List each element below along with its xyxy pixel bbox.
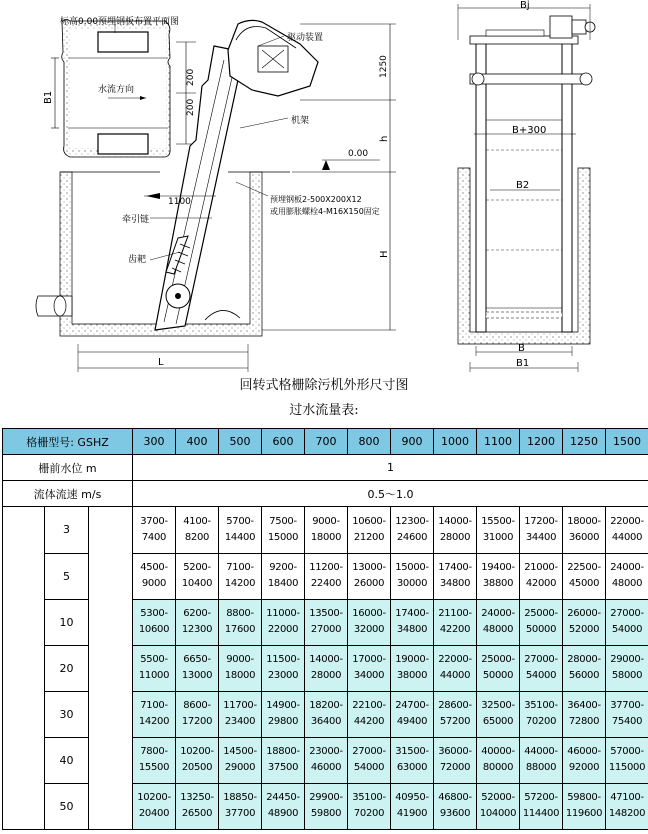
frame-label: 机架	[291, 116, 310, 126]
dim-h: h	[379, 135, 390, 142]
plan-view	[43, 15, 196, 157]
table-caption: 过水流量表:	[289, 403, 359, 418]
flow-rate-cell: 27000- 54000	[606, 599, 648, 645]
technical-drawing	[0, 0, 648, 376]
flow-rate-row	[3, 737, 648, 783]
chain-label: 牵引链	[122, 215, 150, 225]
flow-rate-cell: 35100- 70200	[520, 691, 563, 737]
flow-rate-cell: 18800- 37500	[262, 737, 305, 783]
model-col: 900	[391, 429, 434, 455]
flow-rate-cell: 3700- 7400	[133, 507, 176, 554]
flow-speed-value: 0.5～1.0	[133, 481, 648, 507]
flow-rate-cell: 11000- 22000	[262, 599, 305, 645]
flow-rate-cell: 18000- 36000	[563, 507, 606, 554]
flow-rate-cell: 21000- 42000	[520, 553, 563, 599]
flow-rate-cell: 7500- 15000	[262, 507, 305, 554]
dim-Bj: Bj	[520, 0, 530, 11]
flow-rate-cell: 22500- 45000	[563, 553, 606, 599]
flow-rate-cell: 18850- 37700	[219, 783, 262, 830]
flow-rate-cell: 14900- 29800	[262, 691, 305, 737]
flow-rate-cell: 6650- 13000	[176, 645, 219, 691]
flow-rate-cell: 19000- 38000	[391, 645, 434, 691]
flow-rate-cell: 27000- 54000	[520, 645, 563, 691]
flow-rate-cell: 17400- 34800	[391, 599, 434, 645]
flow-rate-cell: 9200- 18400	[262, 553, 305, 599]
flow-rate-cell: 22100- 44200	[348, 691, 391, 737]
flow-rate-cell: 29900- 59800	[305, 783, 348, 830]
flow-rate-cell: 27000- 54000	[348, 737, 391, 783]
flow-rate-cell: 4500- 9000	[133, 553, 176, 599]
model-col: 400	[176, 429, 219, 455]
flow-rate-cell: 7800- 15500	[133, 737, 176, 783]
flow-rate-cell: 23000- 46000	[305, 737, 348, 783]
flow-rate-cell: 17000- 34000	[348, 645, 391, 691]
blank-cell	[89, 783, 133, 830]
flow-rate-cell: 13500- 27000	[305, 599, 348, 645]
gap-cell: 30	[45, 691, 89, 737]
model-col: 1200	[520, 429, 563, 455]
flow-rate-cell: 28000- 56000	[563, 645, 606, 691]
flow-rate-row	[3, 645, 648, 691]
embed-bolt-label: 或用膨胀螺栓4-M16X150固定	[270, 207, 380, 216]
flow-rate-cell: 21100- 42200	[434, 599, 477, 645]
flow-rate-cell: 8800- 17600	[219, 599, 262, 645]
model-col: 1000	[434, 429, 477, 455]
model-col: 800	[348, 429, 391, 455]
flow-rate-cell: 14000- 28000	[305, 645, 348, 691]
model-label: 格栅型号: GSHZ	[3, 429, 133, 455]
flow-rate-cell: 11200- 22400	[305, 553, 348, 599]
figure-caption: 回转式格栅除污机外形尺寸图	[239, 378, 409, 393]
flow-rate-cell: 12300- 24600	[391, 507, 434, 554]
flow-rate-cell: 57200- 114400	[520, 783, 563, 830]
gap-cell: 20	[45, 645, 89, 691]
model-col: 700	[305, 429, 348, 455]
blank-cell	[89, 737, 133, 783]
flow-rate-cell: 11700- 23400	[219, 691, 262, 737]
blank-cell	[89, 599, 133, 645]
flow-rate-cell: 5700- 14400	[219, 507, 262, 554]
gap-cell: 3	[45, 507, 89, 554]
flow-rate-cell: 7100- 14200	[219, 553, 262, 599]
model-col: 1100	[477, 429, 520, 455]
flow-rate-cell: 10200- 20400	[133, 783, 176, 830]
model-col: 300	[133, 429, 176, 455]
embed-plate-label: 预埋钢板2-500X200X12	[270, 195, 362, 204]
dim-1250: 1250	[379, 55, 389, 78]
flow-rate-cell: 26000- 52000	[563, 599, 606, 645]
flow-rate-cell: 32500- 65000	[477, 691, 520, 737]
flow-rate-cell: 5300- 10600	[133, 599, 176, 645]
water-level-value: 1	[133, 455, 648, 481]
level-label: 0.00	[348, 149, 369, 159]
dim-1100: 1100	[168, 197, 191, 207]
flow-rate-cell: 8600- 17200	[176, 691, 219, 737]
flow-rate-cell: 13000- 26000	[348, 553, 391, 599]
rake-label: 齿耙	[128, 255, 147, 265]
flow-rate-cell: 59800- 119600	[563, 783, 606, 830]
flow-rate-row	[3, 691, 648, 737]
blank-cell	[3, 783, 45, 830]
blank-cell	[89, 691, 133, 737]
flow-rate-row	[3, 507, 648, 554]
model-col: 1250	[563, 429, 606, 455]
flow-rate-cell: 36000- 72000	[434, 737, 477, 783]
model-col: 1500	[606, 429, 648, 455]
flow-rate-cell: 24000- 48000	[477, 599, 520, 645]
flow-rate-cell: 22000- 44000	[434, 645, 477, 691]
flow-rate-cell: 5500- 11000	[133, 645, 176, 691]
blank-cell	[89, 645, 133, 691]
flow-rate-cell: 35100- 70200	[348, 783, 391, 830]
blank-cell	[3, 507, 45, 554]
dim-200-upper: 200	[186, 68, 196, 86]
flow-rate-cell: 25000- 50000	[520, 599, 563, 645]
flow-rate-cell: 11500- 23000	[262, 645, 305, 691]
dim-B1-front: B1	[516, 358, 530, 369]
gap-cell: 50	[45, 783, 89, 830]
flow-rate-cell: 9000- 18000	[305, 507, 348, 554]
flow-rate-cell: 17400- 34800	[434, 553, 477, 599]
flow-rate-cell: 4100- 8200	[176, 507, 219, 554]
blank-cell	[3, 691, 45, 737]
flow-rate-cell: 6200- 12300	[176, 599, 219, 645]
model-col: 600	[262, 429, 305, 455]
flow-rate-cell: 7100- 14200	[133, 691, 176, 737]
flow-rate-cell: 9000- 18000	[219, 645, 262, 691]
flow-rate-cell: 15500- 31000	[477, 507, 520, 554]
dim-B: B	[518, 343, 525, 354]
dim-B300: B+300	[512, 125, 547, 136]
flow-rate-cell: 5200- 10400	[176, 553, 219, 599]
flow-rate-cell: 17200- 34400	[520, 507, 563, 554]
flow-rate-cell: 10200- 20500	[176, 737, 219, 783]
dim-B2: B2	[516, 180, 530, 191]
blank-cell	[3, 553, 45, 599]
flow-rate-cell: 24000- 48000	[606, 553, 648, 599]
flow-rate-cell: 24700- 49400	[391, 691, 434, 737]
flow-rate-cell: 24450- 48900	[262, 783, 305, 830]
flow-rate-cell: 47100- 148200	[606, 783, 648, 830]
dim-H: H	[379, 250, 390, 258]
flow-rate-cell: 40000- 80000	[477, 737, 520, 783]
flow-direction-label: 水流方向	[98, 85, 135, 95]
flow-rate-cell: 29000- 58000	[606, 645, 648, 691]
model-col: 500	[219, 429, 262, 455]
water-level-row	[3, 455, 648, 481]
flow-rate-cell: 14000- 28000	[434, 507, 477, 554]
flow-rate-cell: 44000- 88000	[520, 737, 563, 783]
flow-rate-cell: 28600- 57200	[434, 691, 477, 737]
gap-cell: 5	[45, 553, 89, 599]
water-level-label: 栅前水位 m	[3, 455, 133, 481]
flow-rate-cell: 37700- 75400	[606, 691, 648, 737]
flow-rate-row	[3, 599, 648, 645]
flow-rate-cell: 19400- 38800	[477, 553, 520, 599]
model-header-row	[3, 429, 648, 455]
flow-speed-label: 流体流速 m/s	[3, 481, 133, 507]
flow-rate-cell: 22000- 44000	[606, 507, 648, 554]
flow-rate-cell: 31500- 63000	[391, 737, 434, 783]
dim-200-lower: 200	[186, 98, 196, 116]
front-elevation	[458, 0, 595, 372]
gap-cell: 40	[45, 737, 89, 783]
plan-title: 标高0.00预埋钢板布置平面图	[60, 17, 180, 27]
flow-rate-cell: 18200- 36400	[305, 691, 348, 737]
blank-cell	[3, 599, 45, 645]
flow-rate-cell: 15000- 30000	[391, 553, 434, 599]
blank-cell	[3, 737, 45, 783]
flow-rate-row	[3, 783, 648, 830]
flow-rate-cell: 10600- 21200	[348, 507, 391, 554]
flow-rate-cell: 52000- 104000	[477, 783, 520, 830]
dim-L: L	[158, 357, 164, 368]
flow-rate-row	[3, 553, 648, 599]
flow-rate-cell: 16000- 32000	[348, 599, 391, 645]
drive-label: 驱动装置	[287, 33, 324, 43]
blank-cell	[3, 645, 45, 691]
flow-rate-cell: 36400- 72800	[563, 691, 606, 737]
flow-rate-cell: 57000- 115000	[606, 737, 648, 783]
blank-cell	[89, 507, 133, 554]
flow-rate-cell: 25000- 50000	[477, 645, 520, 691]
flow-rate-cell: 13250- 26500	[176, 783, 219, 830]
flow-rate-cell: 46800- 93600	[434, 783, 477, 830]
blank-cell	[89, 553, 133, 599]
flow-rate-cell: 40950- 41900	[391, 783, 434, 830]
flow-rate-cell: 46000- 92000	[563, 737, 606, 783]
flow-rate-table	[2, 428, 648, 830]
flow-speed-row	[3, 481, 648, 507]
flow-rate-cell: 14500- 29000	[219, 737, 262, 783]
dim-B1-plan: B1	[43, 90, 54, 104]
gap-cell: 10	[45, 599, 89, 645]
